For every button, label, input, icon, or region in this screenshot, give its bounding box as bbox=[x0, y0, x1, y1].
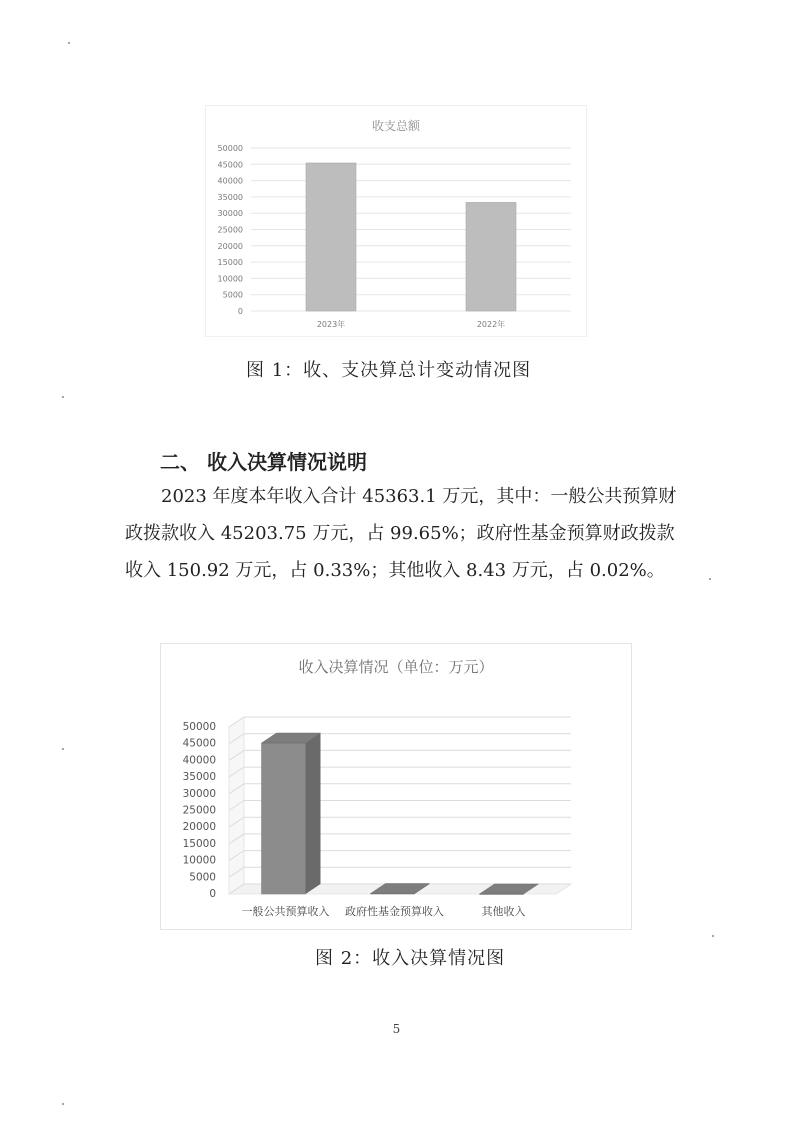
scan-speck bbox=[62, 748, 64, 750]
chart2-gridline bbox=[229, 717, 571, 727]
chart2-y-tick-label: 25000 bbox=[182, 804, 216, 817]
chart1-y-tick-label: 20000 bbox=[217, 241, 243, 251]
chart2-bar-side bbox=[306, 733, 321, 894]
figure1-chart-svg bbox=[206, 106, 586, 336]
chart2-y-tick-label: 40000 bbox=[182, 754, 216, 767]
chart2-y-tick-label: 20000 bbox=[182, 821, 216, 834]
chart2-y-tick-label: 10000 bbox=[182, 854, 216, 867]
scan-speck bbox=[712, 935, 714, 937]
figure1-caption: 图 1：收、支决算总计变动情况图 bbox=[246, 360, 532, 381]
chart1-title: 收支总额 bbox=[371, 119, 421, 133]
chart1-y-tick-label: 5000 bbox=[222, 290, 243, 300]
chart1-y-tick-label: 10000 bbox=[217, 274, 243, 284]
chart2-y-tick-label: 15000 bbox=[182, 837, 216, 850]
section-heading: 二、 收入决算情况说明 bbox=[160, 450, 367, 474]
chart2-y-tick-label: 45000 bbox=[182, 737, 216, 750]
page-number: 5 bbox=[392, 1022, 401, 1036]
figure1-chart bbox=[205, 105, 587, 337]
chart2-y-tick-label: 0 bbox=[209, 888, 216, 900]
chart2-x-tick-label: 其他收入 bbox=[481, 905, 526, 918]
chart1-x-tick-label: 2022年 bbox=[476, 320, 506, 329]
chart2-x-tick-label: 一般公共预算收入 bbox=[241, 905, 330, 918]
chart1-x-tick-label: 2023年 bbox=[316, 320, 346, 329]
chart2-title: 收入决算情况（单位：万元） bbox=[298, 658, 494, 676]
chart1-y-tick-label: 25000 bbox=[217, 225, 243, 235]
scan-speck bbox=[62, 1103, 64, 1105]
chart1-y-tick-label: 30000 bbox=[217, 209, 243, 219]
scan-speck bbox=[709, 578, 711, 580]
figure2-caption: 图 2：收入决算情况图 bbox=[315, 948, 506, 969]
chart1-y-tick-label: 35000 bbox=[217, 192, 243, 202]
chart1-y-tick-label: 50000 bbox=[217, 144, 243, 153]
chart1-y-tick-label: 0 bbox=[237, 307, 243, 316]
figure2-chart bbox=[160, 643, 632, 930]
chart2-y-tick-label: 35000 bbox=[182, 771, 216, 784]
figure2-chart-svg bbox=[161, 644, 631, 929]
chart2-y-tick-label: 50000 bbox=[182, 721, 216, 733]
chart2-bar bbox=[262, 743, 306, 894]
chart1-bar bbox=[306, 163, 356, 311]
chart2-x-tick-label: 政府性基金预算收入 bbox=[345, 905, 444, 918]
chart1-y-tick-label: 15000 bbox=[217, 258, 243, 268]
scan-speck bbox=[68, 42, 70, 44]
chart1-y-tick-label: 40000 bbox=[217, 176, 243, 186]
chart2-y-tick-label: 30000 bbox=[182, 787, 216, 800]
chart1-bar bbox=[466, 202, 516, 311]
chart2-y-tick-label: 5000 bbox=[189, 871, 216, 884]
chart1-y-tick-label: 45000 bbox=[217, 160, 243, 170]
scan-speck bbox=[62, 396, 64, 398]
income-description-paragraph: 2023 年度本年收入合计 45363.1 万元，其中：一般公共预算财政拨款收入 45203.75 万元，占 99.65%；政府性基金预算财政拨款收入 150.92 万元，占 0.33%；其他收入 8.43 万元，占 0.02%。 bbox=[125, 486, 677, 581]
